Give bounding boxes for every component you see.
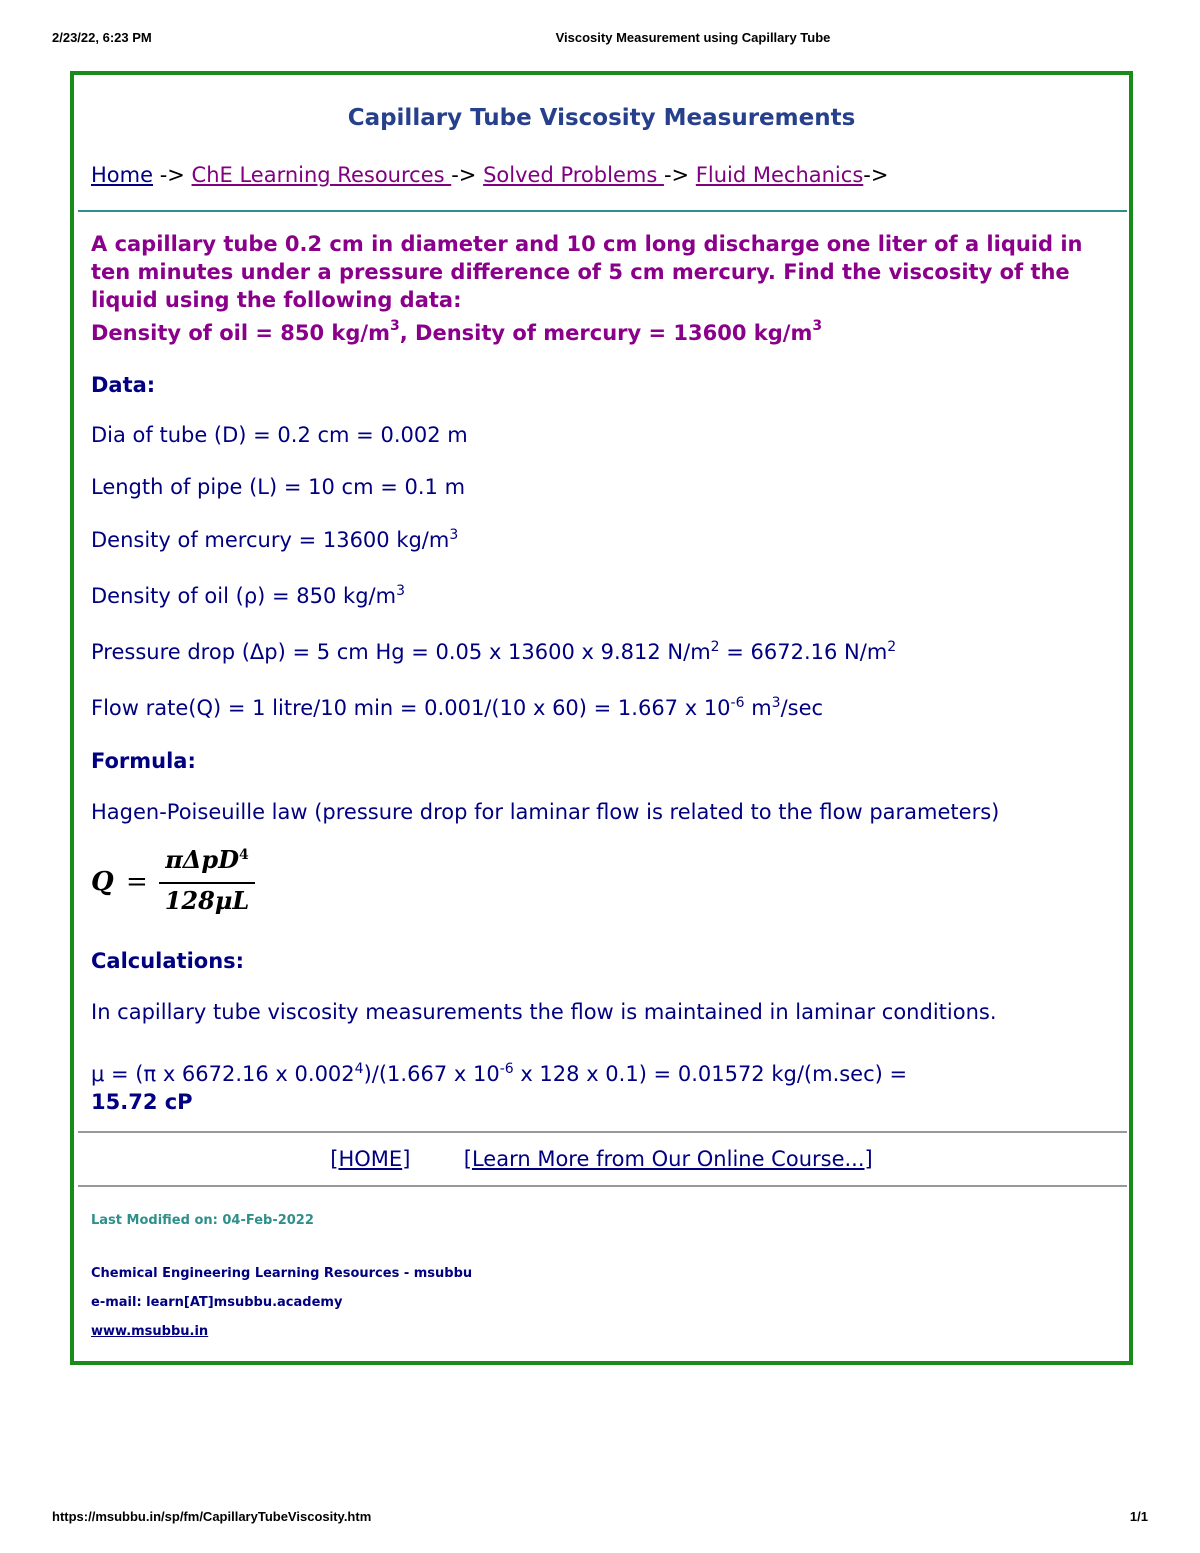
- page-title: Capillary Tube Viscosity Measurements: [347, 105, 856, 131]
- data-diameter: Dia of tube (D) = 0.2 cm = 0.002 m: [91, 423, 468, 447]
- text: x 128 x 0.1) = 0.01572 kg/(m.sec) =: [513, 1062, 908, 1086]
- superscript: 3: [396, 583, 405, 599]
- breadcrumb-separator: ->: [663, 163, 696, 187]
- problem-statement: [91, 230, 1111, 347]
- nav-divider-top: [78, 1131, 1127, 1133]
- print-page-title: Viscosity Measurement using Capillary Tube: [555, 30, 831, 45]
- print-datetime: 2/23/22, 6:23 PM: [52, 30, 152, 45]
- data-flow-rate: [91, 695, 823, 720]
- text: m: [744, 696, 772, 720]
- data-pressure-drop: [91, 639, 896, 664]
- data-density-mercury: [91, 527, 458, 552]
- final-answer: 15.72 cP: [91, 1090, 193, 1114]
- footer-site: [91, 1324, 208, 1339]
- formula-equals: =: [126, 867, 148, 897]
- print-url: https://msubbu.in/sp/fm/CapillaryTubeViscosity.htm: [52, 1509, 372, 1524]
- bracket: ]: [402, 1147, 411, 1171]
- bracket: ]: [864, 1147, 873, 1171]
- website-link[interactable]: www.msubbu.in: [91, 1324, 209, 1339]
- breadcrumb-che-link[interactable]: ChE Learning Resources: [191, 163, 452, 187]
- text: /sec: [780, 696, 824, 720]
- formula-denominator: 128μL: [164, 886, 250, 915]
- superscript: -6: [499, 1061, 514, 1077]
- bottom-nav: [74, 1147, 1129, 1171]
- text: Density of oil (ρ) = 850 kg/m: [91, 584, 397, 608]
- last-modified: Last Modified on: 04-Feb-2022: [91, 1213, 314, 1228]
- superscript: 3: [389, 318, 400, 334]
- nav-divider-bottom: [78, 1185, 1127, 1187]
- text: )/(1.667 x 10: [363, 1062, 500, 1086]
- header-divider: [78, 210, 1127, 212]
- content-frame: [70, 71, 1133, 1365]
- breadcrumb-tail: ->: [863, 163, 889, 187]
- superscript: 4: [239, 847, 249, 863]
- calculations-heading: Calculations:: [91, 949, 245, 973]
- formula-numerator: [159, 845, 255, 874]
- superscript: 3: [771, 695, 781, 711]
- data-heading: Data:: [91, 373, 156, 397]
- problem-density-mercury: Density of mercury = 13600 kg/m: [415, 321, 813, 345]
- breadcrumb-separator: ->: [451, 163, 484, 187]
- breadcrumb-home-link[interactable]: Home: [91, 163, 154, 187]
- data-density-oil: [91, 583, 405, 608]
- text: Flow rate(Q) = 1 litre/10 min = 0.001/(10 x 60) = 1.667 x 10: [91, 696, 731, 720]
- formula-heading: Formula:: [91, 749, 196, 773]
- breadcrumb-fluid-link[interactable]: Fluid Mechanics: [695, 163, 864, 187]
- home-link[interactable]: HOME: [338, 1147, 403, 1171]
- fraction-bar: [159, 882, 255, 884]
- superscript: 2: [710, 639, 720, 655]
- superscript: 3: [449, 527, 459, 543]
- bracket: [: [463, 1147, 472, 1171]
- separator: ,: [399, 321, 416, 345]
- formula-lhs: Q: [91, 867, 114, 897]
- text: = 6672.16 N/m: [719, 640, 888, 664]
- text: Density of mercury = 13600 kg/m: [91, 528, 450, 552]
- calculation-result: [91, 1055, 907, 1116]
- hagen-poiseuille-formula: [91, 845, 291, 925]
- superscript: -6: [730, 695, 745, 711]
- online-course-link[interactable]: Learn More from Our Online Course...: [471, 1147, 865, 1171]
- breadcrumb: [91, 163, 888, 187]
- breadcrumb-solved-link[interactable]: Solved Problems: [483, 163, 664, 187]
- superscript: 2: [887, 639, 897, 655]
- text: Pressure drop (Δp) = 5 cm Hg = 0.05 x 13600 x 9.812 N/m: [91, 640, 711, 664]
- text: πΔpD: [165, 845, 240, 874]
- superscript: 4: [354, 1061, 364, 1077]
- superscript: 3: [812, 318, 823, 334]
- calculations-text: In capillary tube viscosity measurements the flow is maintained in laminar conditions.: [91, 1000, 997, 1024]
- print-page-number: 1/1: [1129, 1509, 1148, 1524]
- text: μ = (π x 6672.16 x 0.002: [91, 1062, 355, 1086]
- breadcrumb-separator: ->: [153, 163, 192, 187]
- footer-email: e-mail: learn[AT]msubbu.academy: [91, 1295, 343, 1310]
- footer-org: Chemical Engineering Learning Resources - msubbu: [91, 1266, 473, 1281]
- problem-text: A capillary tube 0.2 cm in diameter and 10 cm long discharge one liter of a liquid in ten minutes under a pressure difference of 5 cm mercury. Find the viscosity of the liquid using the following data:: [91, 232, 1083, 312]
- problem-density-oil: Density of oil = 850 kg/m: [91, 321, 390, 345]
- bracket: [: [330, 1147, 339, 1171]
- formula-description: Hagen-Poiseuille law (pressure drop for laminar flow is related to the flow parameters): [91, 800, 1000, 824]
- data-length: Length of pipe (L) = 10 cm = 0.1 m: [91, 475, 466, 499]
